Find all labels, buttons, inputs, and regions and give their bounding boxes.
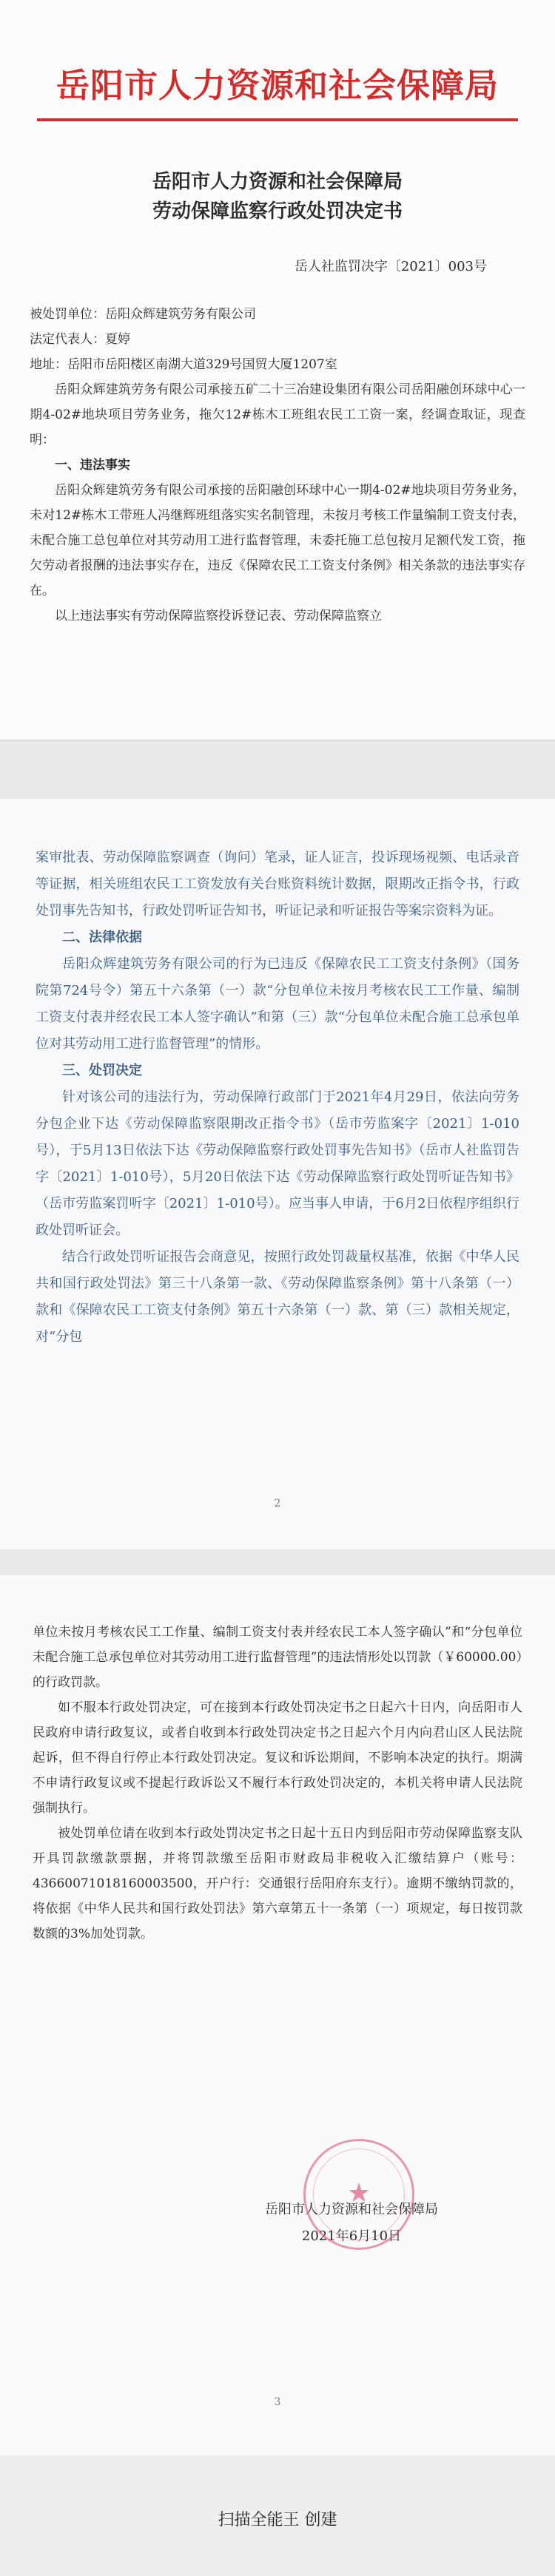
section-facts-title: 一、违法事实 [55,458,130,473]
document-title-line2: 劳动保障监察行政处罚决定书 [152,200,403,223]
document-page-2 [0,799,555,1549]
evidence-continued: 案审批表、劳动保障监察调查（询问）笔录，证人证言，投诉现场视频、电话录音等证据，相关班组农民工工资发放有关台账资料统计数据，限期改正指令书，行政处罚事先告知书，行政处罚听证告知书，听证记录和听证报告等案宗资料为证。 [36,850,519,919]
section-decision-body: 针对该公司的违法行为，劳动保障行政部门于2021年4月29日，依法向劳务分包企业下达《劳动保障监察限期改正指令书》（岳市劳监案字〔2021〕1-010号），于5月13日依法下达《劳动保障监察行政处罚事先告知书》（岳市人社监罚告字〔2021〕1-010号），5月20日依法下达《劳动保障监察行政处罚听证告知书》（岳市劳监案罚听字〔2021〕1-010号）。应当事人申请，于6月2日依程序组织行政处罚听证会。 [36,1089,519,1238]
respondent-info [30,302,525,377]
scanner-footer [0,2455,555,2576]
section-legal-body: 岳阳众辉建筑劳务有限公司的行为已违反《保障农民工工资支付条例》（国务院第724号令）第五十六条第（一）款“分包单位未按月考核农民工工作量、编制工资支付表并经农民工本人签字确认”和第（三）款“分包单位未配合施工总承包单位对其劳动用工进行监督管理”的情形。 [36,956,519,1052]
review-continued: 单位未按月考核农民工工作量、编制工资支付表并经农民工本人签字确认”和“分包单位未配合施工总承包单位对其劳动用工进行监督管理”的违法情形处以罚款（￥60000.00）的行政罚款。 [33,1625,522,1690]
payment-instructions: 被处罚单位请在收到本行政处罚决定书之日起十五日内到岳阳市劳动保障监察支队开具罚款缴款票据，并将罚款缴至岳阳市财政局非税收入汇缴结算户（账号：43660071018160003500，开户行：交通银行岳阳府东支行）。逾期不缴纳罚款的，将依据《中华人民共和国行政处罚法》第六章第五十一条第（一）项规定，每日按罚款数额的3%加处罚款。 [33,1826,522,1941]
scanner-watermark: 扫描全能王 创建 [218,2511,337,2529]
legal-representative: 法定代表人：夏婷 [30,332,130,347]
document-number: 岳人社监罚决字〔2021〕003号 [294,259,487,274]
page-gap [0,740,555,744]
signature-agency: 岳阳市人力资源和社会保障局 [265,2202,438,2217]
seal-star-icon: ★ [346,2178,371,2208]
appeal-rights: 如不服本行政处罚决定，可在接到本行政处罚决定书之日起六十日内，向岳阳市人民政府申请行政复议，或者自收到本行政处罚决定书之日起六个月内向君山区人民法院起诉，但不得自行停止本行政处罚决定。复议和诉讼期间，不影响本决定的执行。期满不申请行政复议或不提起行政诉讼又不履行本行政处罚决定的，本机关将申请人民法院强制执行。 [33,1700,522,1816]
document-title [30,167,525,226]
section-facts-body: 岳阳众辉建筑劳务有限公司承接的岳阳融创环球中心一期4-02#地块项目劳务业务，未对12#栋木工带班人冯继辉班组落实实名制管理，未按月考核工作量编制工资支付表，未配合施工总包单位对其劳动用工进行监督管理，未委托施工总包按月足额代发工资，拖欠劳动者报酬的违法事实存在，违反《保障农民工工资支付条例》相关条款的违法事实存在。 [30,483,525,598]
page-number: 2 [274,1498,281,1510]
official-seal-icon [303,2139,414,2250]
signature-date: 2021年6月10日 [301,2228,402,2244]
agency-header: 岳阳市人力资源和社会保障局 [56,66,499,105]
section-legal-title: 二、法律依据 [62,930,142,945]
section-decision-title: 三、处罚决定 [62,1063,142,1078]
review-start: 结合行政处罚听证报告会商意见，按照行政处罚裁量权基准，依据《中华人民共和国行政处罚法》第三十八条第一款、《劳动保障监察条例》第十八条第（一）款和《保障农民工工资支付条例》第五十六条第（一）款、第（三）款相关规定，对“分包 [36,1249,519,1345]
page-number: 3 [274,2396,281,2408]
document-page-3 [0,1575,555,2455]
header-red-rule [37,118,518,121]
case-intro: 岳阳众辉建筑劳务有限公司承接五矿二十三冶建设集团有限公司岳阳融创环球中心一期4-02#地块项目劳务业务，拖欠12#栋木工班组农民工工资一案，经调查取证，现查明： [30,382,525,447]
document-page-1 [0,0,555,740]
signature-block [229,2178,474,2250]
document-title-line1: 岳阳市人力资源和社会保障局 [152,171,403,193]
evidence-start: 以上违法事实有劳动保障监察投诉登记表、劳动保障监察立 [55,609,382,623]
respondent-name: 被处罚单位：岳阳众辉建筑劳务有限公司 [30,307,256,322]
respondent-address: 地址：岳阳市岳阳楼区南湖大道329号国贸大厦1207室 [30,357,337,372]
